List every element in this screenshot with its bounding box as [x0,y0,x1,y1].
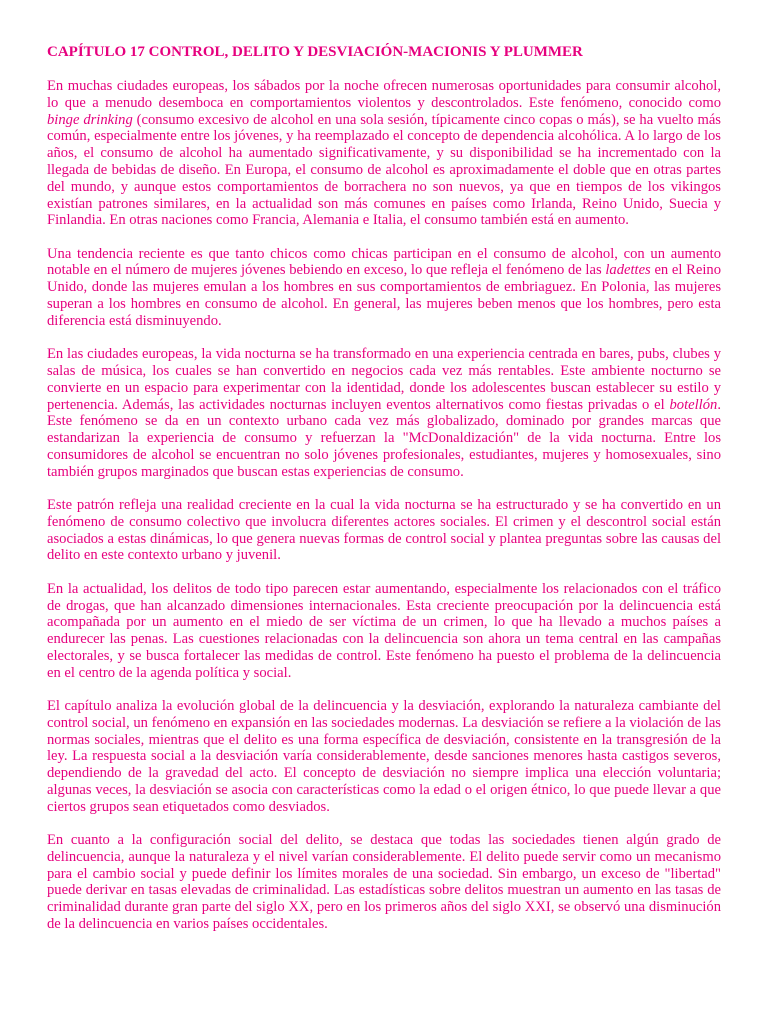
text-run: Este patrón refleja una realidad creciente en la cual la vida nocturna se ha estructurado y se ha convertido en un fenómeno de consumo colectivo que involucra diferentes actores sociales. El crimen y el descontrol social están asociados a estas dinámicas, lo que genera nuevas formas de control social y plantea preguntas sobre las causas del delito en este contexto urbano y juvenil. [47,497,721,564]
text-run: . Este fenómeno se da en un contexto urbano cada vez más globalizado, dominado por grandes marcas que estandarizan la experiencia de consumo y refuerzan la "McDonaldización" de la vida nocturna. Entre los consumidores de alcohol se encuentran no solo jóvenes profesionales, estudiantes, mujeres y homosexuales, sino también grupos marginados que buscan estas experiencias de consumo. [47,396,721,480]
text-run: En las ciudades europeas, la vida nocturna se ha transformado en una experiencia centrada en bares, pubs, clubes y salas de música, los cuales se han convertido en negocios cada vez más rentables. Este ambiente nocturno se convierte en un espacio para experimentar con la identidad, donde los adolescentes buscan establecer su estilo y pertenencia. Además, las actividades nocturnas incluyen eventos alternativos como fiestas privadas o el [47,346,721,413]
text-run: (consumo excesivo de alcohol en una sola sesión, típicamente cinco copas o más), se ha vuelto más común, especialmente entre los jóvenes, y ha reemplazado el concepto de dependencia alcohólica. A lo largo de los años, el consumo de alcohol ha aumentado significativamente, y su disponibilidad se ha incrementado con la llegada de bebidas de diseño. En Europa, el consumo de alcohol es aproximadamente el doble que en otras partes del mundo, y aunque estos comportamientos de borrachera no son nuevos, ya que en tiempos de los vikingos existían patrones similares, en la actualidad son más comunes en países como Irlanda, Reino Unido, Suecia y Finlandia. En otras naciones como Francia, Alemania e Italia, el consumo también está en aumento. [47,111,721,229]
italic-term: binge drinking [47,111,133,128]
italic-term: ladettes [605,262,651,279]
paragraph-7 [47,832,721,933]
text-run: En cuanto a la configuración social del delito, se destaca que todas las sociedades tienen algún grado de delincuencia, aunque la naturaleza y el nivel varían considerablemente. El delito puede servir como un mecanismo para el cambio social y puede definir los límites morales de una sociedad. Sin embargo, un exceso de "libertad" puede derivar en tasas elevadas de criminalidad. Las estadísticas sobre delitos muestran un aumento en las tasas de criminalidad durante gran parte del siglo XX, pero en los primeros años del siglo XXI, se observó una disminución de la delincuencia en varios países occidentales. [47,832,721,933]
text-run: en el Reino Unido, donde las mujeres emulan a los hombres en sus comportamientos de embriaguez. En Polonia, las mujeres superan a los hombres en consumo de alcohol. En general, las mujeres beben menos que los hombres, pero esta diferencia está disminuyendo. [47,262,721,329]
text-run: En la actualidad, los delitos de todo tipo parecen estar aumentando, especialmente los relacionados con el tráfico de drogas, que han alcanzado dimensiones internacionales. Esta creciente preocupación por la delincuencia está acompañada por un aumento en el miedo de ser víctima de un crimen, lo que ha llevado a muchos países a endurecer las penas. Las cuestiones relacionadas con la delincuencia son ahora un tema central en las campañas electorales, y se busca fortalecer las medidas de control. Este fenómeno ha puesto el problema de la delincuencia en el centro de la agenda política y social. [47,580,721,681]
document-page [47,43,721,933]
paragraph-6 [47,698,721,816]
text-run: El capítulo analiza la evolución global de la delincuencia y la desviación, explorando la naturaleza cambiante del control social, un fenómeno en expansión en las sociedades modernas. La desviación se refiere a la violación de las normas sociales, mientras que el delito es una forma específica de desviación, consistente en la transgresión de la ley. La respuesta social a la desviación varía considerablemente, desde sanciones menores hasta castigos severos, dependiendo de la gravedad del acto. El concepto de desviación no siempre implica una elección voluntaria; algunas veces, la desviación se asocia con características como la edad o el origen étnico, lo que puede llevar a que ciertos grupos sean etiquetados como desviados. [47,698,721,815]
paragraph-5 [47,581,721,682]
paragraph-2 [47,246,721,330]
paragraph-3 [47,346,721,480]
text-run: Una tendencia reciente es que tanto chicos como chicas participan en el consumo de alcohol, con un aumento notable en el número de mujeres jóvenes bebiendo en exceso, lo que refleja el fenómeno de las [47,245,721,279]
paragraph-4 [47,497,721,564]
italic-term: botellón [669,396,718,413]
chapter-title: CAPÍTULO 17 CONTROL, DELITO Y DESVIACIÓN-MACIONIS Y PLUMMER [47,44,583,60]
text-run: En muchas ciudades europeas, los sábados por la noche ofrecen numerosas oportunidades para consumir alcohol, lo que a menudo desemboca en comportamientos violentos y descontrolados. Este fenómeno, conocido como [47,78,721,111]
paragraph-1 [47,78,721,229]
